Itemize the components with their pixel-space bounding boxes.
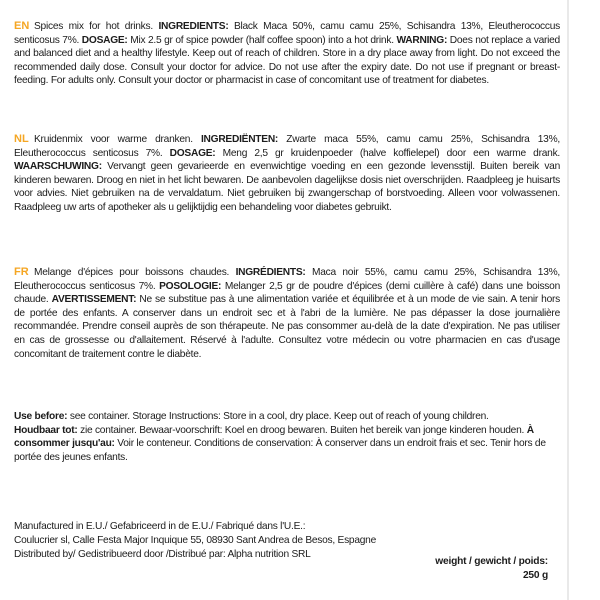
consommer-text: Voir le conteneur. Conditions de conservation: À conserver dans un endroit frais et sec. Tenir hors de portée des jeunes enfants. — [14, 438, 546, 463]
lang-code-nl: NL — [14, 133, 29, 145]
fr-dosage: Melanger 2,5 gr de poudre d'épices (demi cuillère à café) dans une boisson chaude. — [14, 280, 560, 306]
en-warning: Does not replace a varied and balanced diet and a healthy lifestyle. Keep out of reach of children. Store in a dry place away from light. Do not exceed the recommended daily dose. Consult your doctor for advice. Do not use after the expiry date. Do not use if pregnant or breast-feeding. For adults only. Consult your doctor or pharmacist in case of concomitant use of treatment for diabetes. — [14, 34, 560, 87]
storage-instructions — [14, 410, 560, 464]
lang-code-fr: FR — [14, 266, 29, 278]
distributor: Distributed by/ Gedistribueerd door /Distribué par: Alpha nutrition SRL — [14, 548, 311, 560]
en-intro: Spices mix for hot drinks. — [34, 21, 159, 32]
manufacturer-address: Coulucrier sl, Calle Festa Major Inquique 55, 08930 Sant Andrea de Besos, Espagne — [14, 534, 377, 546]
en-warning-label: WARNING: — [396, 34, 448, 46]
fr-warning: Ne se substitue pas à une alimentation variée et équilibrée et à un mode de vie sain. A tenir hors de portée des enfants. A conserver dans un endroit sec et à l'abri de la lumière. Ne pas dépasser la dose journalière recommandée. Prendre conseil auprès de son thérapeute. Ne pas consommer au-delà de la date d'expiration. Ne pas utiliser en cas de grossesse ou d'allaitement. Réservé à l'adulte. Consultez votre médecin ou votre pharmacien en cas d'usage concomitant de traitement contre le diabète. — [14, 294, 560, 360]
storage-nl — [14, 424, 560, 465]
en-ingredients-label: INGREDIENTS: — [158, 21, 229, 32]
nl-warning-label: WAARSCHUWING: — [14, 161, 102, 173]
consommer-label: À consommer jusqu'au: — [14, 424, 534, 450]
storage-en — [14, 410, 560, 424]
en-dosage-label: DOSAGE: — [81, 34, 128, 46]
nl-ingredients-label: INGREDIËNTEN: — [200, 134, 279, 145]
english-text — [14, 20, 560, 88]
net-weight — [408, 555, 548, 583]
fr-dosage-label: POSOLOGIE: — [159, 280, 222, 292]
weight-label: weight / gewicht / poids: — [435, 556, 548, 567]
fr-warning-label: AVERTISSEMENT: — [51, 294, 137, 306]
lang-code-en: EN — [14, 20, 30, 32]
houdbaar-label: Houdbaar tot: — [14, 424, 78, 436]
manufacturer-info — [14, 520, 434, 561]
french-text — [14, 266, 560, 361]
nl-warning: Vervangt geen gevarieerde en evenwichtige voeding en een gezonde levensstijl. Buiten bereik van kinderen bewaren. Droog en niet in het licht bewaren. De aanbevolen dagelijkse dosis niet overschrijden. Raadpleeg je huisarts voor advies. Niet gebruiken na de vervaldatum. Niet gebruiken bij zwangerschap of borstvoeding. Alleen voor volwassenen. Raadpleeg uw arts of apotheker als u gelijktijdig een behandeling voor diabetes gebruikt. — [14, 161, 560, 213]
label-edge-divider — [567, 0, 569, 600]
nl-dosage-label: DOSAGE: — [169, 147, 216, 159]
fr-ingredients-label: INGRÉDIENTS: — [235, 267, 306, 278]
manufactured-in: Manufactured in E.U./ Gefabriceerd in de E.U./ Fabriqué dans l'U.E.: — [14, 521, 306, 532]
section-english — [14, 20, 560, 88]
houdbaar-text: zie container. Bewaar-voorschrift: Koel en droog bewaren. Buiten het bereik van jonge kinderen houden. — [77, 424, 527, 436]
fr-ingredients: Maca noir 55%, camu camu 25%, Schisandra 13%, Eleutherococcus senticosus 7%. — [14, 267, 560, 292]
en-dosage: Mix 2.5 gr of spice powder (half coffee spoon) into a hot drink. — [127, 34, 397, 46]
nl-intro: Kruidenmix voor warme dranken. — [34, 134, 201, 145]
dutch-text — [14, 133, 560, 215]
nl-ingredients: Zwarte maca 55%, camu camu 25%, Schisandra 13%, Eleutherococcus senticosus 7%. — [14, 134, 560, 159]
use-before-label: Use before: — [14, 411, 68, 422]
nl-dosage: Meng 2,5 gr kruidenpoeder (halve koffielepel) door een warme drank. — [215, 147, 560, 159]
use-before-text: see container. Storage Instructions: Store in a cool, dry place. Keep out of reach of young children. — [67, 411, 489, 422]
weight-value: 250 g — [522, 569, 548, 581]
section-french — [14, 266, 560, 361]
section-dutch — [14, 133, 560, 215]
fr-intro: Melange d'épices pour boissons chaudes. — [34, 267, 236, 278]
en-ingredients: Black Maca 50%, camu camu 25%, Schisandra 13%, Eleutherococcus senticosus 7%. — [14, 21, 560, 46]
